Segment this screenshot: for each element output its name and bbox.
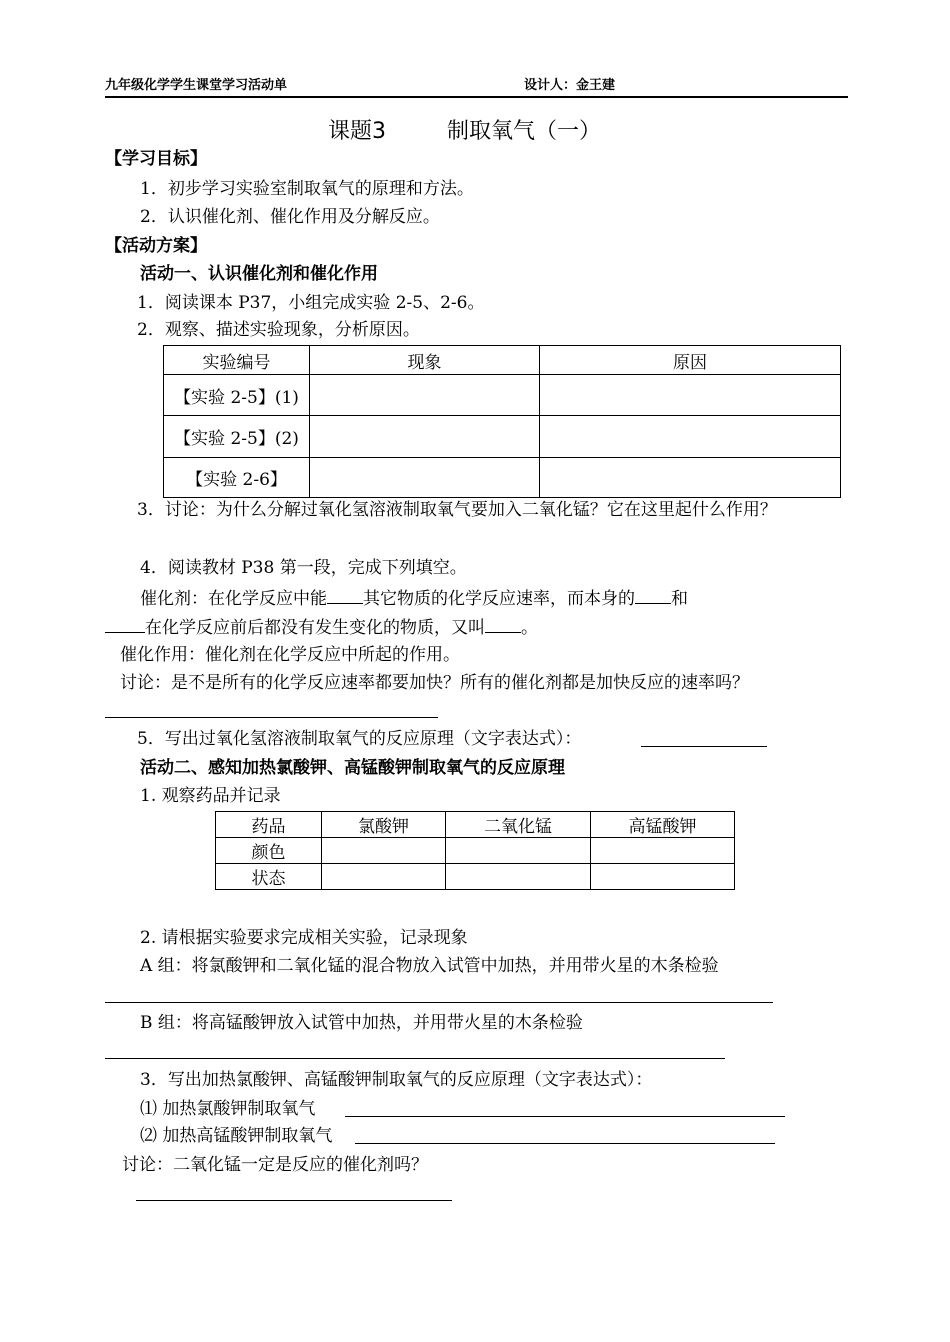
- group-a-instruction: A 组：将氯酸钾和二氧化锰的混合物放入试管中加热，并用带火星的木条检验: [140, 956, 719, 976]
- answer-line[interactable]: [105, 1058, 725, 1059]
- page-title: 制取氧气（一）: [447, 119, 602, 144]
- goal-item-2: 2．认识催化剂、催化作用及分解反应。: [140, 207, 440, 227]
- table-cell[interactable]: [322, 864, 446, 890]
- question-4: 4．阅读教材 P38 第一段，完成下列填空。: [140, 558, 467, 578]
- fill-blank-3[interactable]: [105, 618, 145, 633]
- activity1-title: 活动一、认识催化剂和催化作用: [140, 264, 378, 284]
- question-5: 5．写出过氧化氢溶液制取氧气的反应原理（文字表达式）：: [137, 729, 582, 749]
- activity2-step1: 1. 观察药品并记录: [140, 786, 281, 806]
- fill-blank-2[interactable]: [635, 589, 671, 604]
- goals-heading: 【学习目标】: [105, 149, 207, 169]
- question-3: 3．讨论：为什么分解过氧化氢溶液制取氧气要加入二氧化锰？它在这里起什么作用？: [137, 500, 777, 520]
- table-header-kmno4: 高锰酸钾: [591, 812, 735, 838]
- goal-item-1: 1．初步学习实验室制取氧气的原理和方法。: [140, 179, 474, 199]
- fill-blank-1[interactable]: [327, 589, 363, 604]
- table-cell[interactable]: [540, 416, 841, 458]
- table-row-label: 【实验 2-6】: [164, 458, 310, 498]
- table-row-label: 颜色: [216, 838, 322, 864]
- table-cell[interactable]: [310, 416, 540, 458]
- catalysis-definition: 催化作用：催化剂在化学反应中所起的作用。: [120, 645, 460, 665]
- table-header-reagent: 药品: [216, 812, 322, 838]
- table-row-label: 状态: [216, 864, 322, 890]
- catalyst-definition-line1: 催化剂：在化学反应中能 其它物质的化学反应速率，而本身的 和: [140, 589, 688, 609]
- group-b-instruction: B 组：将高锰酸钾放入试管中加热，并用带火星的木条检验: [140, 1013, 583, 1033]
- table-cell[interactable]: [540, 375, 841, 416]
- header-left: 九年级化学学生课堂学习活动单: [105, 78, 288, 93]
- table-header-reason: 原因: [540, 346, 841, 375]
- table-cell[interactable]: [322, 838, 446, 864]
- table-cell[interactable]: [310, 458, 540, 498]
- table-header-mno2: 二氧化锰: [446, 812, 591, 838]
- catalyst-definition-line2: 在化学反应前后都没有发生变化的物质，又叫 。: [105, 618, 538, 637]
- answer-line[interactable]: [136, 1200, 452, 1201]
- table-cell[interactable]: [446, 838, 591, 864]
- table-row-label: 【实验 2-5】(1): [164, 375, 310, 416]
- answer-line[interactable]: [105, 717, 438, 718]
- discussion-1: 讨论：是不是所有的化学反应速率都要加快？所有的催化剂都是加快反应的速率吗？: [120, 673, 749, 693]
- answer-line[interactable]: [105, 1002, 773, 1003]
- reaction-2-label: ⑵ 加热高锰酸钾制取氧气: [140, 1126, 333, 1146]
- experiment-table: [163, 345, 841, 498]
- activity1-step1: 1．阅读课本 P37，小组完成实验 2-5、2-6。: [137, 293, 485, 313]
- table-cell[interactable]: [540, 458, 841, 498]
- table-header-phenomenon: 现象: [310, 346, 540, 375]
- answer-line[interactable]: [641, 746, 767, 747]
- activity2-title: 活动二、感知加热氯酸钾、高锰酸钾制取氧气的反应原理: [140, 758, 565, 778]
- header-right: 设计人：金王建: [524, 78, 616, 93]
- table-row-label: 【实验 2-5】(2): [164, 416, 310, 458]
- discussion-2: 讨论：二氧化锰一定是反应的催化剂吗？: [122, 1155, 428, 1175]
- table-cell[interactable]: [591, 838, 735, 864]
- header-rule: [105, 96, 848, 98]
- fill-blank-4[interactable]: [485, 618, 521, 633]
- reagent-table: [215, 811, 735, 890]
- page-title-number: 课题3: [328, 119, 386, 144]
- table-header-kclo3: 氯酸钾: [322, 812, 446, 838]
- table-cell[interactable]: [591, 864, 735, 890]
- table-cell[interactable]: [446, 864, 591, 890]
- plan-heading: 【活动方案】: [105, 236, 207, 256]
- activity2-step2: 2. 请根据实验要求完成相关实验，记录现象: [140, 928, 468, 948]
- table-cell[interactable]: [310, 375, 540, 416]
- answer-line[interactable]: [345, 1116, 785, 1117]
- activity2-step3: 3．写出加热氯酸钾、高锰酸钾制取氧气的反应原理（文字表达式）：: [140, 1070, 653, 1090]
- activity1-step2: 2．观察、描述实验现象，分析原因。: [137, 320, 420, 340]
- reaction-1-label: ⑴ 加热氯酸钾制取氧气: [140, 1099, 316, 1119]
- answer-line[interactable]: [355, 1143, 775, 1144]
- table-header-id: 实验编号: [164, 346, 310, 375]
